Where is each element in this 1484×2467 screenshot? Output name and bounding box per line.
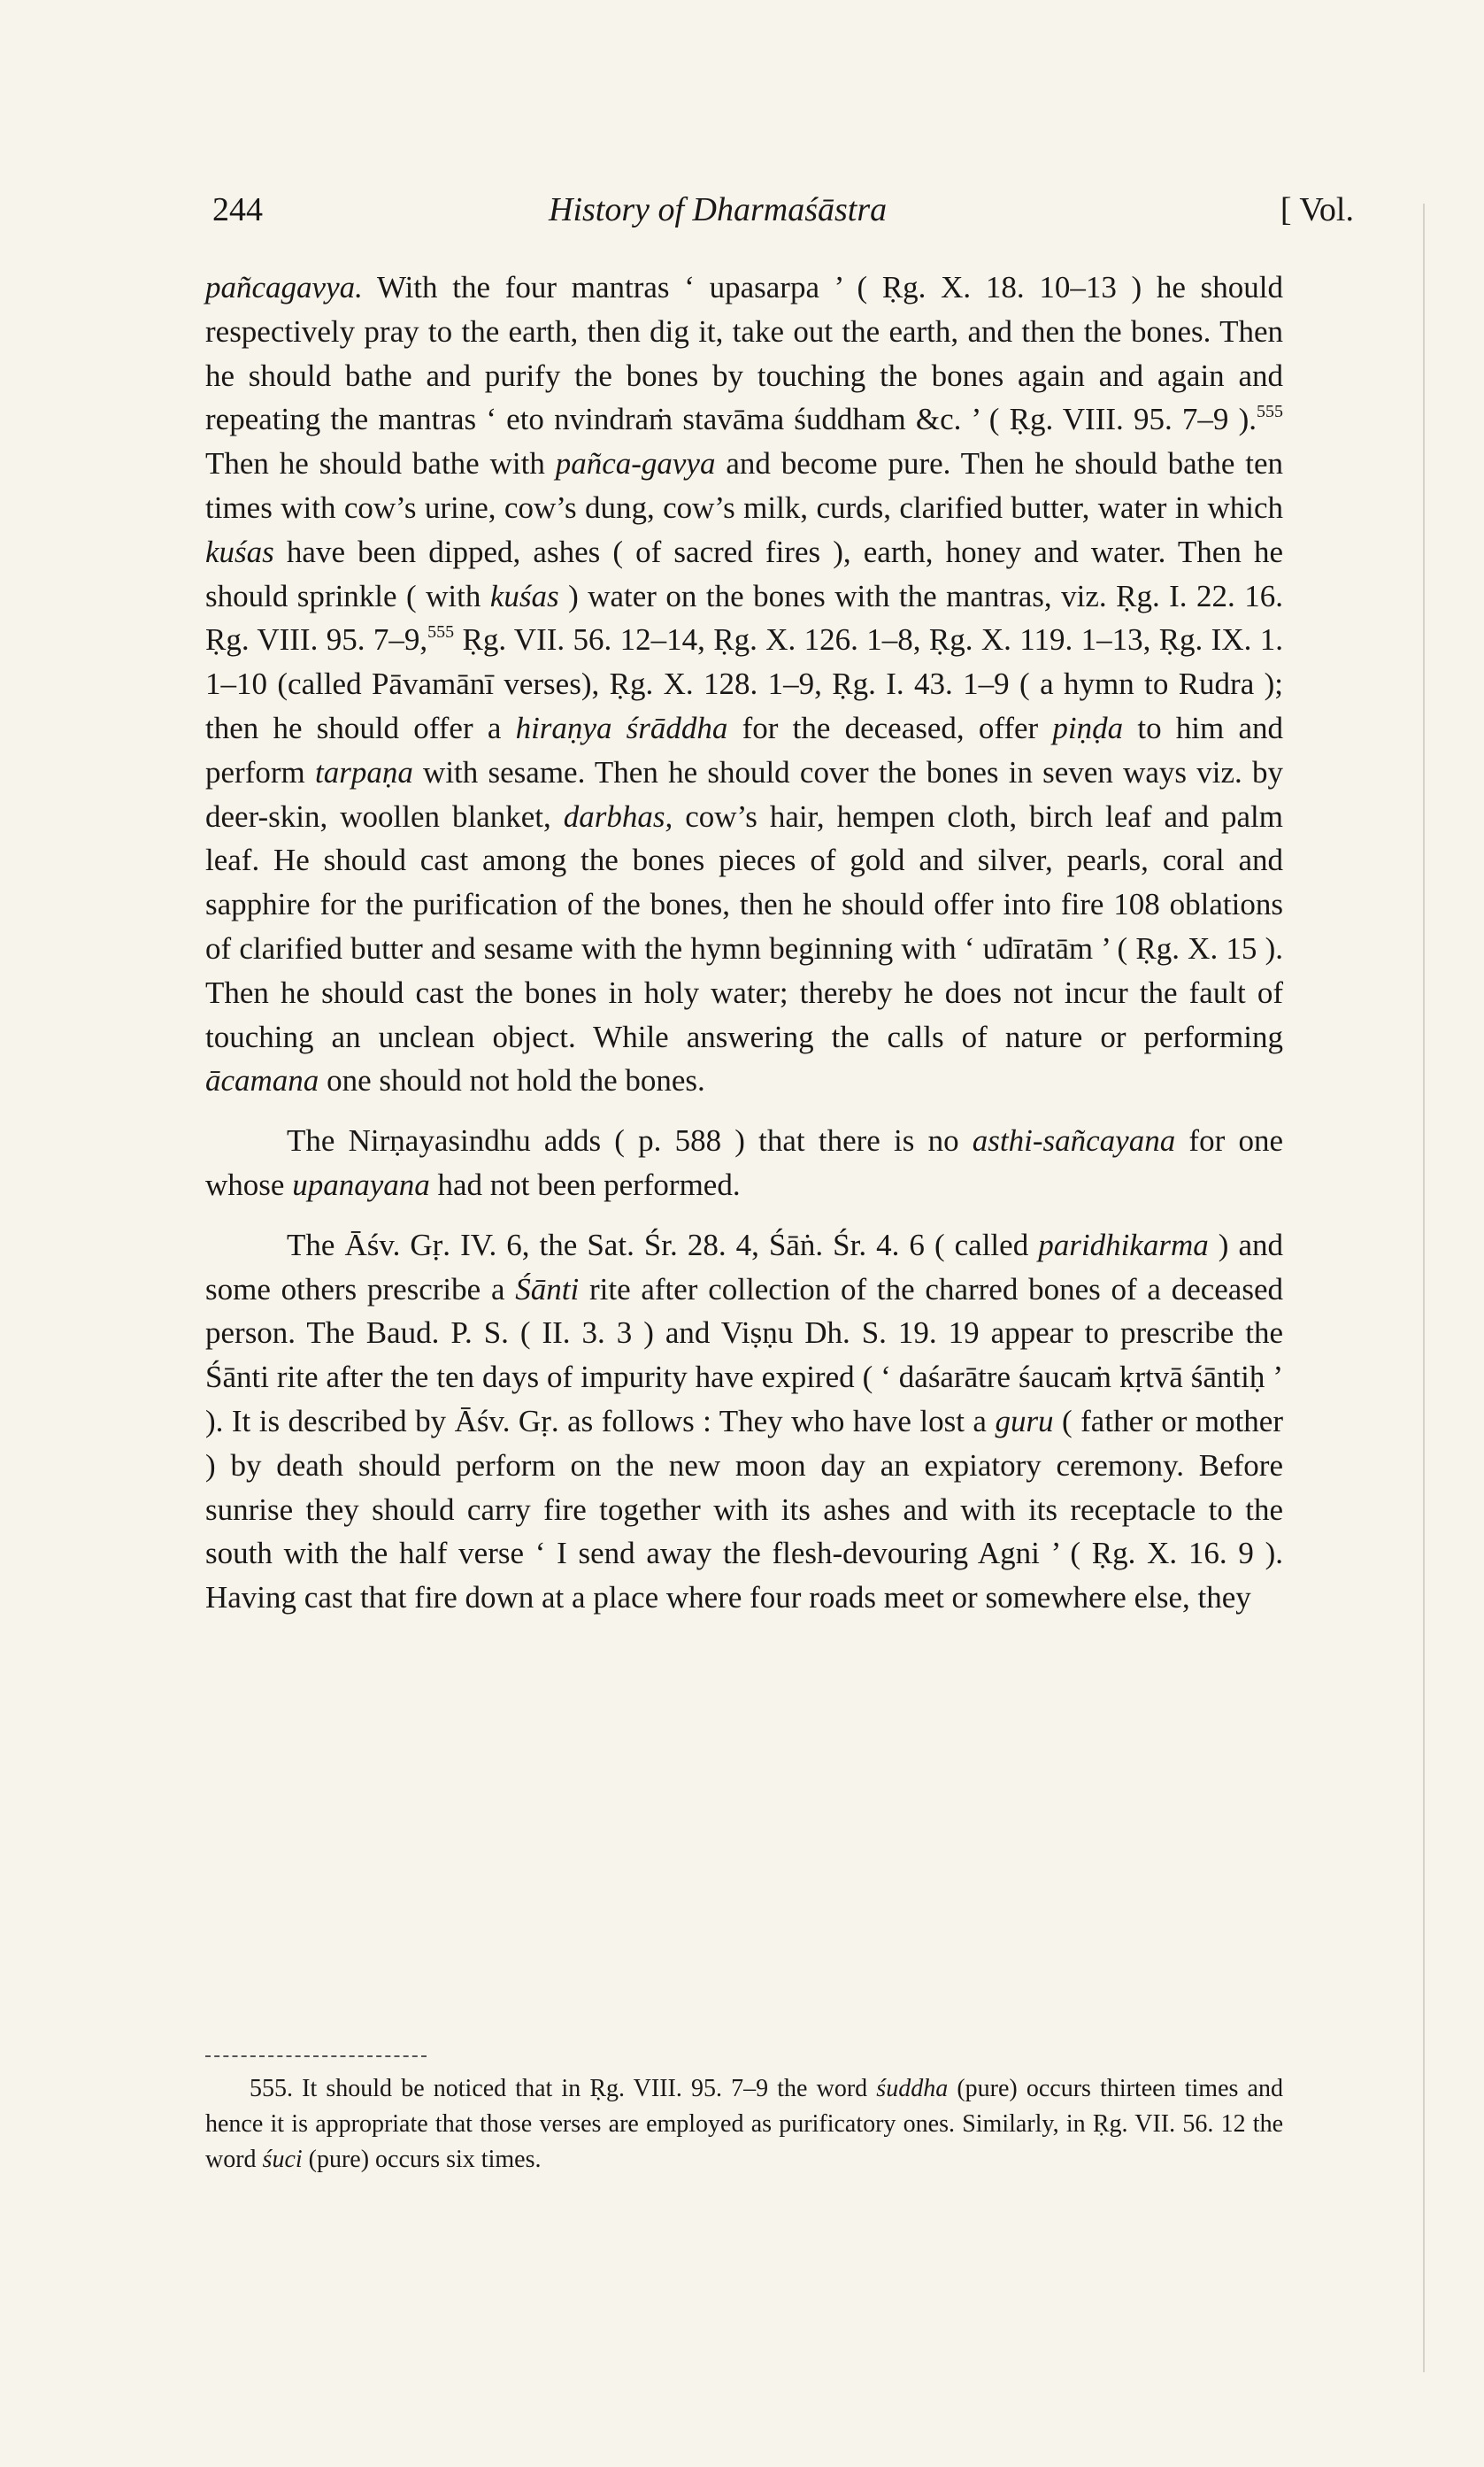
text-span: cow’s hair, hempen cloth, birch leaf and palm leaf. He should cast among the bones pieces of gold and silver, pearls, coral and sapphire for the purification of the bones, then he should offer into fire 108 oblations of clarified butter and sesame with the hymn beginning with ‘ udīratām ’ ( Ṛg. X. 15 ). Then he should cast the bones in holy water; thereby he does not incur the fault of touching an unclean object. While answering the calls of nature or performing	[205, 798, 1283, 1054]
text-span: kuśas	[489, 578, 559, 613]
paragraph-2	[205, 1119, 1283, 1207]
text-span: piṇḍa	[1052, 710, 1124, 745]
paragraph-1	[205, 266, 1283, 1103]
footnote-ref: 555	[1257, 402, 1283, 422]
text-span: had not been performed.	[429, 1167, 741, 1202]
volume-label: [ Vol.	[1280, 191, 1354, 228]
body-text	[205, 266, 1283, 1620]
text-span: one should not hold the bones.	[319, 1063, 705, 1099]
text-span: rite after collection of the charred bones of a deceased person. The Baud. P. S. ( II. 3. 3 ) and Viṣṇu Dh. S. 19. 19 appear to prescribe the Śānti rite after the ten days of impurity have expired ( ‘ daśarātre śaucaṁ kṛtvā śāntiḥ ’ ). It is described by Āśv. Gṛ. as follows : They who have lost a	[205, 1271, 1283, 1438]
footnote-rule	[205, 2055, 427, 2057]
footnote-555	[205, 2071, 1283, 2178]
text-span: The Āśv. Gṛ. IV. 6, the Sat. Śr. 28. 4, Śāṅ. Śr. 4. 6 ( called	[287, 1227, 1039, 1262]
running-head	[212, 190, 1354, 243]
text-span: Ṛg. VII. 56. 12–14, Ṛg. X. 126. 1–8, Ṛg. X. 119. 1–13, Ṛg. IX. 1. 1–10 (called Pāvamānī verses), Ṛg. X. 128. 1–9, Ṛg. I. 43. 1–9 ( a hymn to Rudra ); then he should offer a	[205, 622, 1283, 745]
text-span: for the deceased, offer	[727, 710, 1053, 745]
text-span: upanayana	[292, 1167, 430, 1202]
text-span: kuśas	[205, 534, 274, 569]
text-span: for one whose	[205, 1123, 1283, 1202]
text-span: to him and perform	[205, 710, 1283, 790]
text-span: With the four mantras ‘ upasarpa ’ ( Ṛg. X. 18. 10–13 ) he should respectively pray to the earth, then dig it, take out the earth, and then the bones. Then he should bathe and purify the bones by touching the bones again and again and repeating the mantras ‘ eto nvindraṁ stavāma śuddham &c. ’ ( Ṛg. VIII. 95. 7–9 ).	[205, 270, 1283, 437]
text-span: The Nirṇayasindhu adds ( p. 588 ) that there is no	[287, 1123, 973, 1159]
text-span: asthi-sañcayana	[972, 1123, 1176, 1159]
text-span: have been dipped, ashes ( of sacred fires ), earth, honey and water. Then he should sprinkle ( with	[205, 534, 1283, 613]
footnote-ref: 555	[427, 622, 455, 643]
text-span: with sesame. Then he should cover the bones in seven ways viz. by deer-skin, woollen blanket,	[205, 754, 1283, 834]
text-span: ācamana	[205, 1063, 319, 1099]
text-span: pañcagavya.	[205, 270, 363, 305]
text-span: ( father or mother ) by death should perform on the new moon day an expiatory ceremony. Before sunrise they should carry fire together with its ashes and with its receptacle to the south with the half verse ‘ I send away the flesh-devouring Agni ’ ( Ṛg. X. 16. 9 ). Having cast that fire down at a place where four roads meet or somewhere else, they	[205, 1403, 1283, 1615]
paragraph-3	[205, 1223, 1283, 1620]
text-span: hiraṇya śrāddha	[515, 710, 728, 745]
text-span: śuddha	[876, 2075, 949, 2102]
text-span: and become pure. Then he should bathe ten times with cow’s urine, cow’s dung, cow’s milk, curds, clarified butter, water in which	[205, 446, 1283, 525]
text-span: ) and some others prescribe a	[205, 1227, 1283, 1307]
text-span: guru	[995, 1403, 1054, 1438]
page-number: 244	[212, 191, 263, 228]
footnote	[205, 2071, 1283, 2178]
text-span: ) water on the bones with the mantras, viz. Ṛg. I. 22. 16. Ṛg. VIII. 95. 7–9,	[205, 578, 1283, 658]
text-span: śuci	[262, 2146, 303, 2173]
margin-rule	[1423, 204, 1425, 2372]
text-span: (pure) occurs thirteen times and hence it is appropriate that those verses are employed as purificatory ones. Similarly, in Ṛg. VII. 56. 12 the word	[205, 2075, 1283, 2173]
book-title: History of Dharmaśāstra	[549, 191, 888, 228]
text-span: 555. It should be noticed that in Ṛg. VIII. 95. 7–9 the word	[250, 2075, 877, 2102]
text-span: paridhikarma	[1038, 1227, 1209, 1262]
text-span: Śānti	[515, 1271, 580, 1307]
text-span: Then he should bathe with	[205, 446, 556, 482]
text-span: tarpaṇa	[314, 754, 413, 790]
text-span: pañca-gavya	[555, 446, 716, 482]
text-span: darbhas,	[563, 798, 673, 834]
text-span: (pure) occurs six times.	[302, 2146, 542, 2173]
